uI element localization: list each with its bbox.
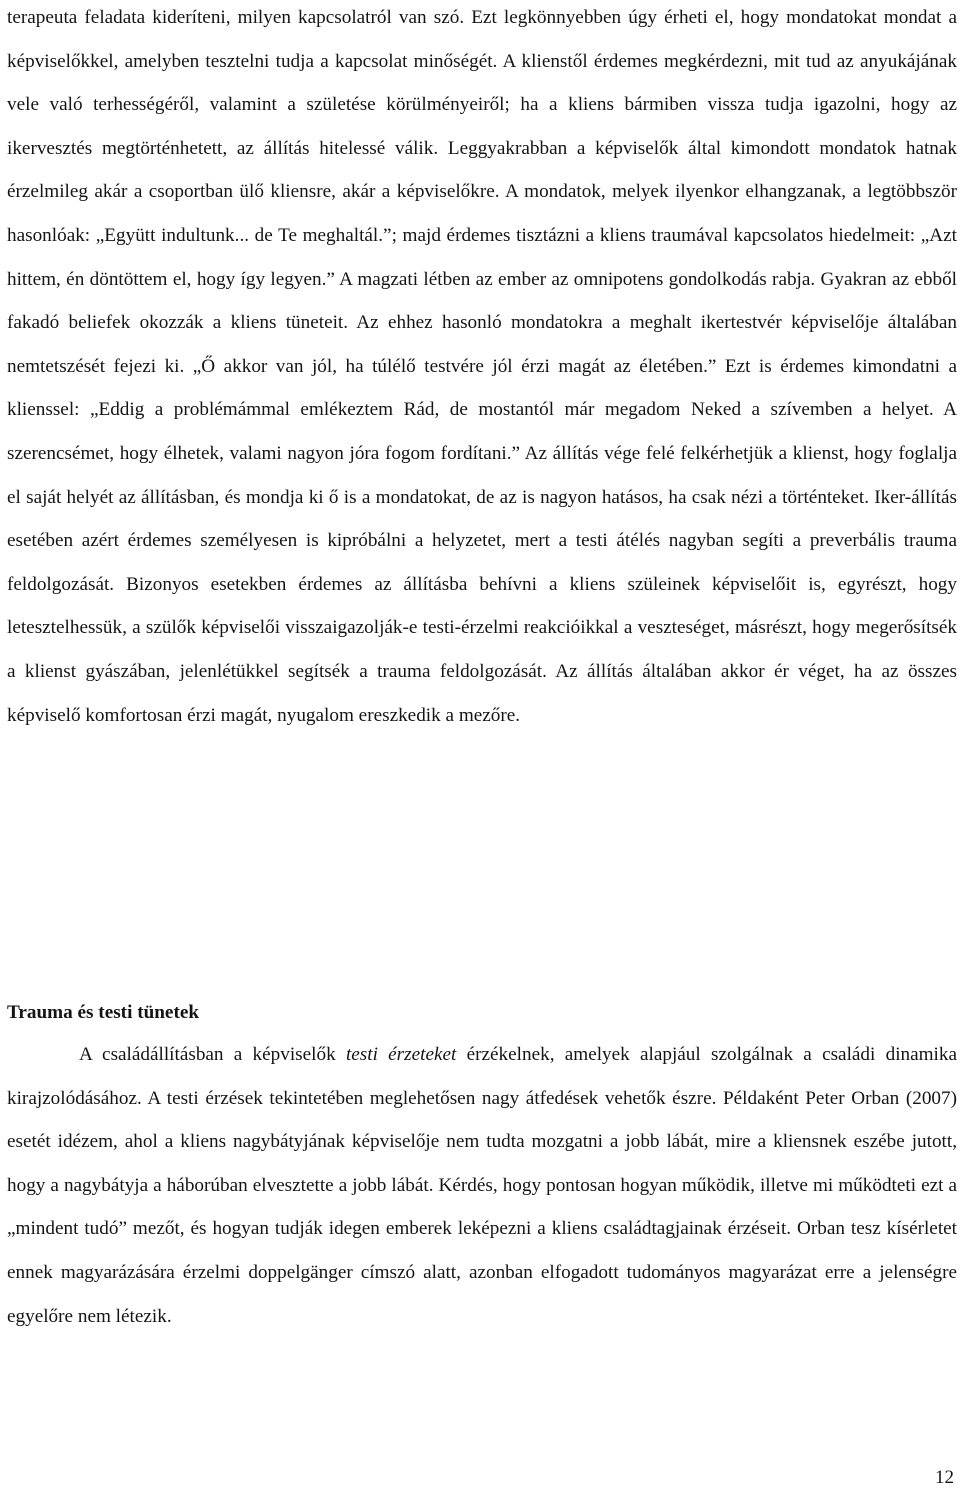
page-number: 12 [935,1467,954,1488]
section-heading: Trauma és testi tünetek [7,1002,200,1023]
paragraph-text-start: A családállításban a képviselők [79,1044,346,1065]
emphasized-term: testi érzeteket [345,1044,457,1065]
body-paragraph: terapeuta feladata kideríteni, milyen kapcsolatról van szó. Ezt legkönnyebben úgy érheti el, hogy mondatokat mondat a képviselőkkel, amelyben tesztelni tudja a kapcsolat minőségét. A klienstől érdemes megkérdezni, mit tud az anyukájának vele való terhességéről, valamint a születése körülményeiről; ha a kliens bármiben vissza tudja igazolni, hogy az ikervesztés megtörténhetett, az állítás hitelessé válik. Leggyakrabban a képviselők által kimondott mondatok hatnak érzelmileg akár a csoportban ülő kliensre, akár a képviselőkre. A mondatok, melyek ilyenkor elhangzanak, a legtöbbször hasonlóak: „Együtt indultunk... de Te meghaltál.”; majd érdemes tisztázni a kliens traumával kapcsolatos hiedelmeit: „Azt hittem, én döntöttem el, hogy így legyen.” A magzati létben az ember az omnipotens gondolkodás rabja. Gyakran az ebből fakadó beliefek okozzák a kliens tüneteit. Az ehhez hasonló mondatokra a meghalt ikertestvér képviselője általában nemtetszését fejezi ki. „Ő akkor van jól, ha túlélő testvére jól érzi magát az életében.” Ezt is érdemes kimondatni a klienssel: „Eddig a problémámmal emlékeztem Rád, de mostantól már megadom Neked a szívemben a helyet. A szerencsémet, hogy élhetek, valami nagyon jóra fogom fordítani.” Az állítás vége felé felkérhetjük a klienst, hogy foglalja el saját helyét az állításban, és mondja ki ő is a mondatokat, de az is nagyon hatásos, ha csak nézi a történteket. Iker-állítás esetében azért érdemes személyesen is kipróbálni a helyzetet, mert a testi átélés nagyban segíti a preverbális trauma feldolgozását. Bizonyos esetekben érdemes az állításba behívni a kliens szüleinek képviselőit is, egyrészt, hogy letesztelhessük, a szülők képviselői visszaigazolják-e testi-érzelmi reakcióikkal a veszteséget, másrészt, hogy megerősítsék a klienst gyászában, jelenlétükkel segítsék a trauma feldolgozását. Az állítás általában akkor ér véget, ha az összes képviselő komfortosan érzi magát, nyugalom ereszkedik a mezőre. [7,7,957,726]
paragraph-text-end: érzékelnek, amelyek alapjául szolgálnak a családi dinamika kirajzolódásához. A testi érzések tekintetében meglehetősen nagy átfedések vehetők észre. Példaként Peter Orban (2007) esetét idézem, ahol a kliens nagybátyjának képviselője nem tudta mozgatni a jobb lábát, mire a kliensnek eszébe jutott, hogy a nagybátyja a háborúban elvesztette a jobb lábát. Kérdés, hogy pontosan hogyan működik, illetve mi működteti ezt a „mindent tudó” mezőt, és hogyan tudják idegen emberek leképezni a kliens családtagjainak érzéseit. Orban tesz kísérletet ennek magyarázására érzelmi doppelgänger címszó alatt, azonban elfogadott tudományos magyarázat erre a jelenségre egyelőre nem létezik. [7,1044,957,1327]
body-paragraph-2 [7,1033,957,1338]
